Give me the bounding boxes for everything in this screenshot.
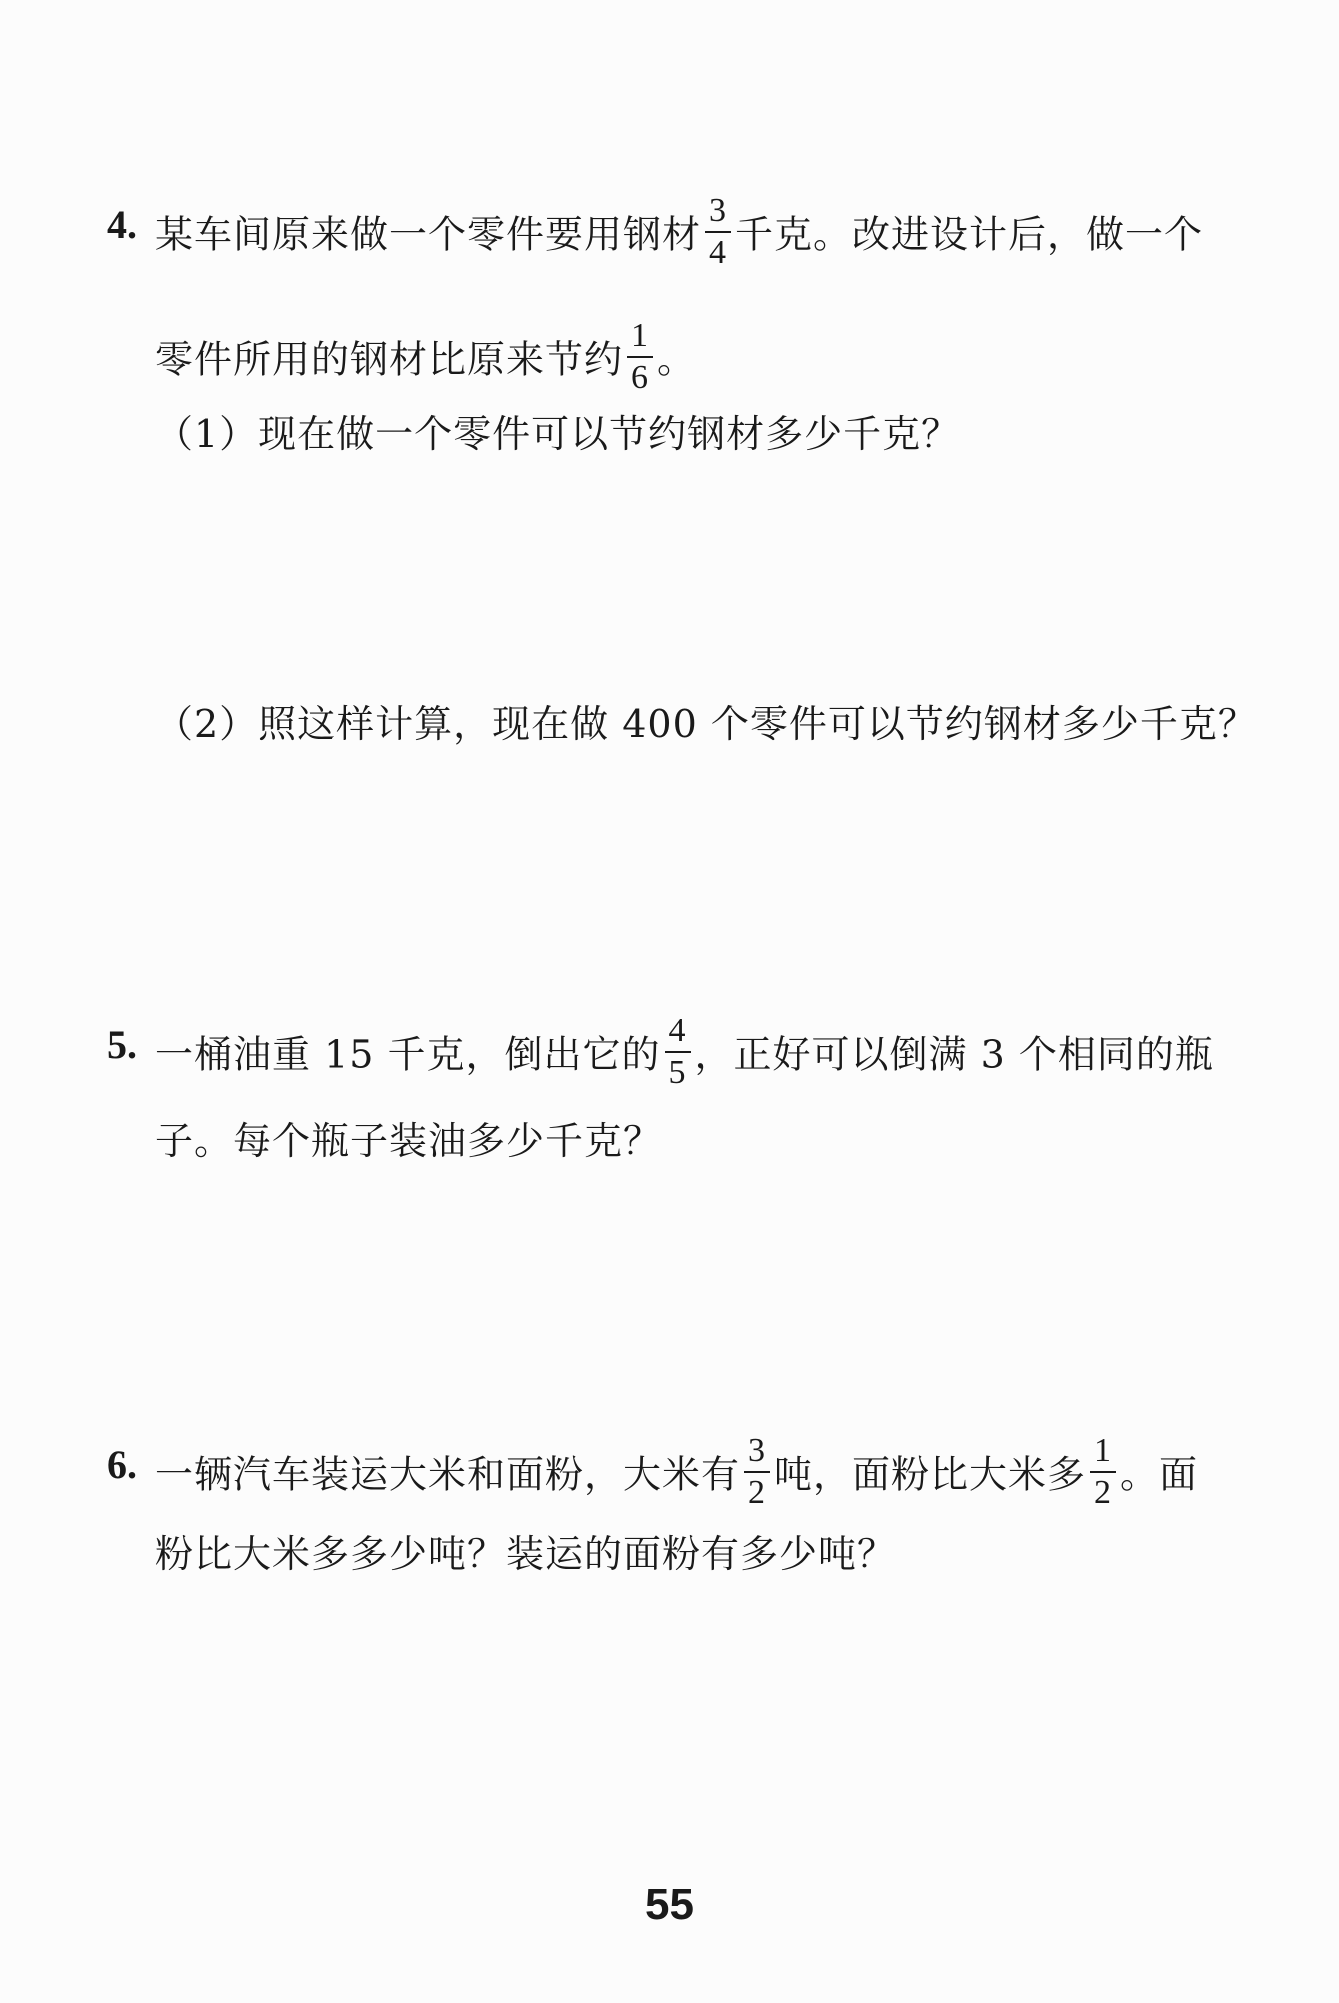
fraction-bar xyxy=(744,1471,770,1473)
question-5-line-1 xyxy=(155,1012,1214,1096)
fraction-one-half xyxy=(1090,1434,1116,1510)
question-4-text-1b: 千克。改进设计后，做一个 xyxy=(735,212,1204,257)
question-6-line-2: 粉比大米多多少吨？装运的面粉有多少吨？ xyxy=(155,1532,897,1576)
fraction-denominator: 2 xyxy=(748,1474,767,1511)
fraction-denominator: 5 xyxy=(668,1054,687,1091)
page-number: 55 xyxy=(645,1880,694,1929)
question-4-line-1 xyxy=(155,192,1204,276)
fraction-bar xyxy=(705,231,731,233)
question-6-text-1b: 吨，面粉比大米多 xyxy=(774,1452,1087,1497)
fraction-one-sixth xyxy=(627,319,653,395)
question-4-subquestion-1: （1）现在做一个零件可以节约钢材多少千克？ xyxy=(155,412,961,456)
question-6-text-1a: 一辆汽车装运大米和面粉，大米有 xyxy=(155,1452,741,1497)
question-5-line-2: 子。每个瓶子装油多少千克？ xyxy=(155,1119,663,1163)
fraction-numerator: 3 xyxy=(748,1432,767,1469)
fraction-denominator: 2 xyxy=(1094,1474,1113,1511)
fraction-numerator: 3 xyxy=(709,192,728,229)
question-6-text-1c: 。面 xyxy=(1120,1452,1199,1497)
question-6-number: 6. xyxy=(107,1442,137,1487)
fraction-denominator: 4 xyxy=(709,234,728,271)
fraction-numerator: 1 xyxy=(1094,1432,1113,1469)
question-5-number: 5. xyxy=(107,1022,137,1067)
fraction-numerator: 1 xyxy=(631,317,650,354)
fraction-three-quarters xyxy=(705,194,731,270)
fraction-bar xyxy=(665,1051,691,1053)
question-5-text-1b: ，正好可以倒满 3 个相同的瓶 xyxy=(694,1032,1214,1077)
fraction-four-fifths xyxy=(665,1014,691,1090)
question-4-text-2a: 零件所用的钢材比原来节约 xyxy=(155,337,624,382)
question-4-line-2 xyxy=(155,317,697,401)
question-4-text-2b: 。 xyxy=(657,337,697,382)
fraction-denominator: 6 xyxy=(631,359,650,396)
question-4-number: 4. xyxy=(107,202,137,247)
fraction-three-halves xyxy=(744,1434,770,1510)
fraction-bar xyxy=(627,356,653,358)
question-6-line-1 xyxy=(155,1432,1199,1516)
question-4-text-1a: 某车间原来做一个零件要用钢材 xyxy=(155,212,702,257)
question-4-subquestion-2: （2）照这样计算，现在做 400 个零件可以节约钢材多少千克？ xyxy=(155,702,1257,746)
fraction-bar xyxy=(1090,1471,1116,1473)
fraction-numerator: 4 xyxy=(668,1012,687,1049)
question-5-text-1a: 一桶油重 15 千克，倒出它的 xyxy=(155,1032,661,1077)
